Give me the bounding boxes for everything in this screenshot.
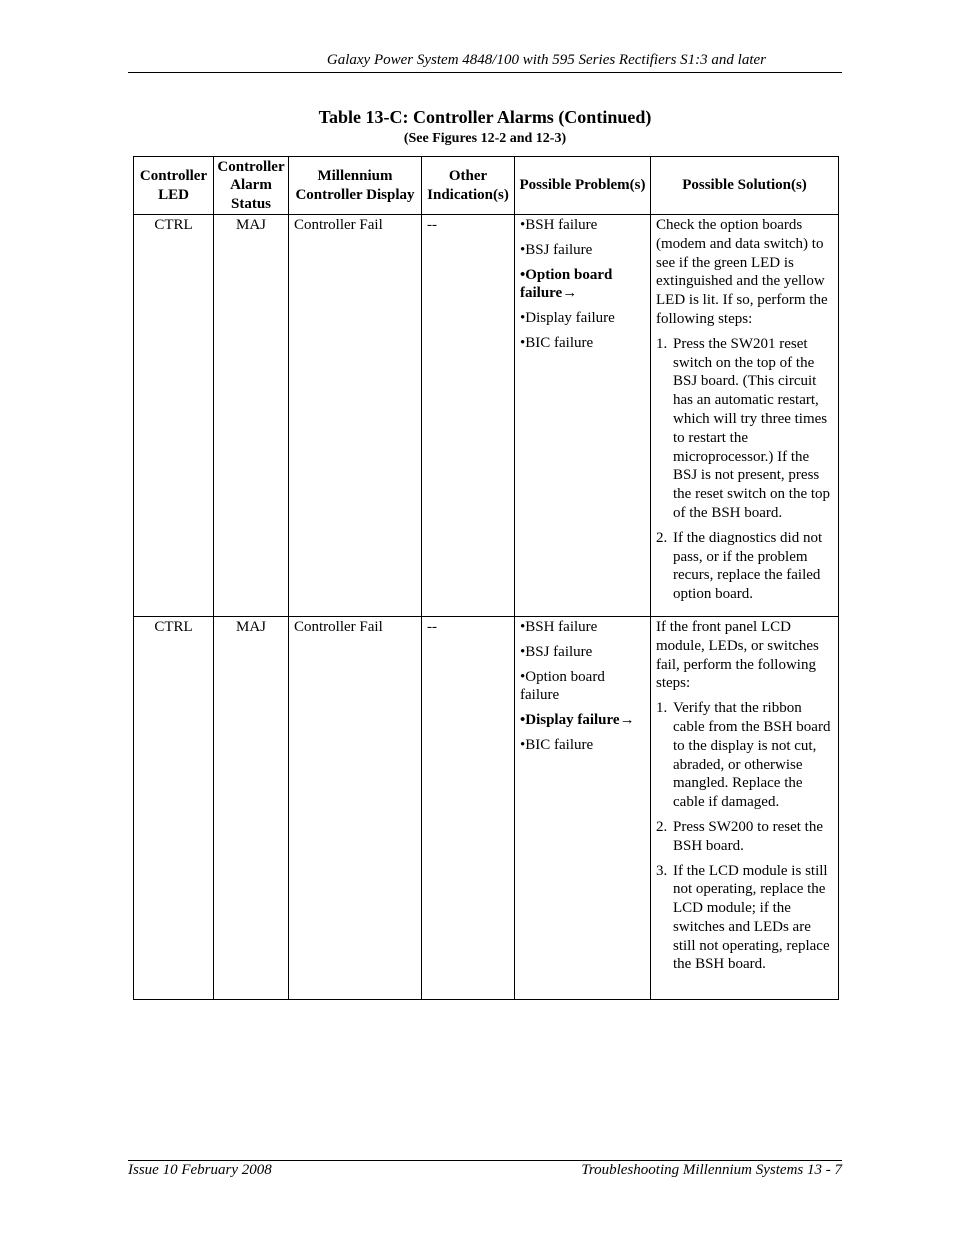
- controller-led-cell: CTRL: [134, 616, 214, 999]
- other-indication-cell: --: [422, 215, 515, 617]
- solution-step: [656, 699, 833, 812]
- table-title: Table 13-C: Controller Alarms (Continued): [318, 107, 652, 127]
- other-indication-cell: --: [422, 616, 515, 999]
- problem-item: •BIC failure: [520, 334, 594, 351]
- problem-item: •BIC failure: [520, 736, 594, 753]
- controller-display-cell: Controller Fail: [289, 616, 422, 999]
- table-row: [134, 215, 839, 617]
- column-header: Millennium Controller Display: [289, 157, 422, 215]
- solution-intro: Check the option boards (modem and data switch) to see if the green LED is extinguished and the yellow LED is lit. If so, perform the following steps:: [656, 217, 828, 327]
- problem-item: •BSH failure: [520, 217, 598, 233]
- problem-item: •BSJ failure: [520, 241, 593, 258]
- problem-item: •BSH failure: [520, 618, 598, 635]
- controller-display-cell: Controller Fail: [289, 215, 422, 617]
- column-header: Possible Problem(s): [515, 157, 651, 215]
- possible-problems-cell: [515, 616, 651, 999]
- column-header: Controller Alarm Status: [214, 157, 289, 215]
- solution-step: [656, 818, 833, 856]
- footer-issue-date: Issue 10 February 2008: [128, 1162, 272, 1178]
- step-number: 3.: [656, 862, 668, 879]
- possible-solution-cell: [651, 215, 839, 617]
- step-text: Press SW200 to reset the BSH board.: [673, 818, 823, 854]
- step-text: If the LCD module is still not operating, replace the LCD module; if the switches and LEDs are still not operating, replace the BSH board.: [673, 862, 830, 973]
- step-text: Press the SW201 reset switch on the top of the BSJ board. (This circuit has an automatic restart, which will try three times to restart the microprocessor.) If the BSJ is not present, press the reset switch on the top of the BSH board.: [673, 335, 831, 521]
- alarm-status-cell: MAJ: [214, 616, 289, 999]
- solution-step: [656, 335, 833, 523]
- solution-step: [656, 862, 833, 975]
- footer-rule: [128, 1160, 842, 1161]
- table-subtitle: (See Figures 12-2 and 12-3): [403, 131, 567, 146]
- problem-item-highlighted: •Option board failure→: [520, 266, 613, 302]
- step-text: If the diagnostics did not pass, or if the problem recurs, replace the failed option board.: [673, 529, 823, 603]
- problem-item-highlighted: •Display failure→: [520, 712, 635, 729]
- step-number: 1.: [656, 700, 668, 717]
- possible-problems-cell: [515, 215, 651, 617]
- header-rule: [128, 72, 842, 73]
- column-header: Possible Solution(s): [651, 157, 839, 215]
- possible-solution-cell: [651, 616, 839, 999]
- problem-item: •BSJ failure: [520, 643, 593, 660]
- step-number: 1.: [656, 335, 668, 352]
- footer-section-page: Troubleshooting Millennium Systems 13 - 7: [581, 1162, 842, 1178]
- controller-alarms-table: [133, 156, 839, 1000]
- alarm-status-cell: MAJ: [214, 215, 289, 617]
- controller-led-cell: CTRL: [134, 215, 214, 617]
- table-header-row: [134, 157, 839, 215]
- step-number: 2.: [656, 529, 668, 546]
- column-header: Controller LED: [134, 157, 214, 215]
- step-number: 2.: [656, 818, 668, 835]
- problem-item: •Display failure: [520, 310, 615, 327]
- solution-intro: If the front panel LCD module, LEDs, or switches fail, perform the following steps:: [656, 618, 819, 692]
- step-text: Verify that the ribbon cable from the BSH board to the display is not cut, abraded, or otherwise mangled. Replace the cable if damaged.: [673, 700, 831, 811]
- running-header: Galaxy Power System 4848/100 with 595 Series Rectifiers S1:3 and later: [326, 52, 766, 68]
- column-header: Other Indication(s): [422, 157, 515, 215]
- solution-step: [656, 529, 833, 604]
- table-row: [134, 616, 839, 999]
- problem-item: •Option board failure: [520, 668, 605, 704]
